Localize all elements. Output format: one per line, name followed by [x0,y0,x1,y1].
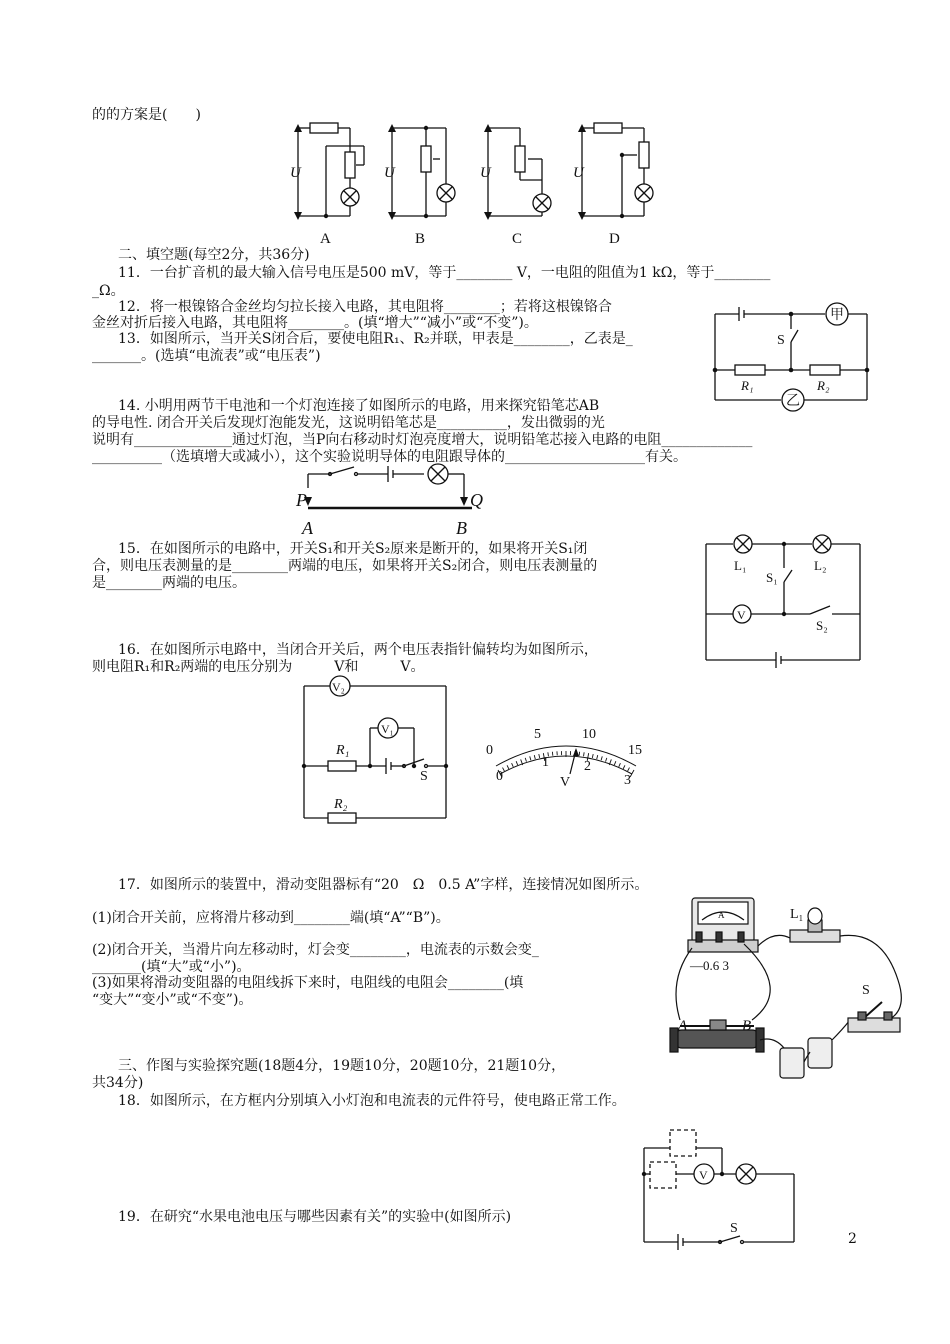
q16-line2: 则电阻R₁和R₂两端的电压分别为 V和 V。 [92,659,425,675]
meter-upper-10: 10 [582,727,596,742]
meter-upper-5: 5 [534,727,541,742]
q18-line1: 18．如图所示，在方框内分别填入小灯泡和电流表的元件符号，使电路正常工作。 [118,1093,626,1109]
q15-l1: L₁ [734,558,747,573]
meter-upper-0: 0 [486,743,493,758]
q10-circuit-options [280,118,680,250]
q13-s: S [777,333,785,348]
q11-line2: _Ω。 [92,283,125,299]
q14-a: A [302,518,313,538]
option-label-a: A [320,231,331,247]
meter-tick [592,754,593,758]
section2-heading: 二、填空题(每空2分，共36分) [118,247,310,263]
option-label-b: B [415,231,426,247]
meter-lower-0: 0 [496,769,503,784]
q13-yi: 乙 [786,394,800,409]
q14-p: P [296,490,307,510]
meter-lower-3: 3 [624,773,631,788]
q11-line1: 11．一台扩音机的最大输入信号电压是500 mV，等于________ V，一电阻的阻值为1 kΩ，等于________ [118,265,771,281]
option-label-d: D [609,231,620,247]
q16-circuit [296,672,456,824]
meter-tick [628,768,630,772]
q16-r2: R₂ [334,797,348,812]
q15-line3: 是________两端的电压。 [92,575,246,591]
q15-line2: 合，则电压表测量的是________两端的电压，如果将开关S₂闭合，则电压表测量的 [92,558,598,574]
q13-figure [705,302,875,414]
q10-u-label: U [290,165,301,181]
q17-b: B [742,1018,752,1034]
q15-s2: S₂ [816,618,828,633]
meter-tick [584,752,585,756]
q15-l2: L₂ [814,558,827,573]
section3-line2: 共34分) [92,1075,144,1091]
meter-tick [507,765,509,769]
q16-r1: R₁ [336,743,350,758]
q14-line2: 的导电性. 闭合开关后发现灯泡能发光，这说明铅笔芯是__________，发出微弱的光 [92,415,605,431]
q16-v1: V₁ [381,722,394,736]
meter-upper-15: 15 [628,743,642,758]
q10-u-label: U [384,165,395,181]
q17-line1: 17．如图所示的装置中，滑动变阻器标有“20 Ω 0.5 A”字样，连接情况如图所示。 [118,877,649,893]
q17-s: S [862,983,870,998]
q13-line1: 13．如图所示，当开关S闭合后，要使电阻R₁、R₂并联，甲表是________，乙表是_ [118,331,633,347]
meter-lower-2: 2 [584,759,591,774]
q18-figure [636,1124,804,1254]
q14-line1: 14. 小明用两节干电池和一个灯泡连接了如图所示的电路，用来探究铅笔芯AB [118,398,600,414]
q10-u-label: U [480,165,491,181]
q16-s: S [420,769,428,784]
q17-terminals: —0.6 3 [690,958,729,973]
q14-b: B [456,518,467,538]
q12-line1: 12．将一根镍铬合金丝均匀拉长接入电路，其电阻将________；若将这根镍铬合 [118,299,612,315]
meter-tick [516,761,518,765]
q12-line2: 金丝对折后接入电路，其电阻将________。(填“增大”“减小”或“不变”)。 [92,315,538,331]
meter-tick [530,756,531,760]
q17-sub1: (1)闭合开关前，应将滑片移动到________端(填“A”“B”)。 [92,910,450,926]
q17-sub2a: (2)闭合开关，当滑片向左移动时，灯会变________，电流表的示数会变_ [92,942,539,958]
q15-figure [700,530,870,670]
q14-q: Q [470,490,483,510]
q16-line1: 16．在如图所示电路中，当闭合开关后，两个电压表指针偏转均为如图所示， [118,642,598,658]
meter-tick [623,765,625,769]
q17-sub2b: _______(填“大”或“小”)。 [92,959,251,975]
page-number: 2 [848,1231,857,1247]
meter-lower-1: 1 [542,755,549,770]
q17-sub3a: (3)如果将滑动变阻器的电阻线拆下来时，电阻线的电阻会________(填 [92,975,524,991]
meter-tick [606,758,607,762]
meter-tick [534,755,535,759]
option-label-c: C [512,231,523,247]
q17-sub3b: “变大”“变小”或“不变”)。 [92,992,253,1008]
q14-figure [292,462,502,544]
q17-ammeter-glyph: A [718,910,725,920]
q16-v2: V₂ [332,680,345,694]
q17-l1: L₁ [790,907,804,922]
q10-tail: 的的方案是( ) [92,107,201,123]
q18-s: S [730,1221,738,1236]
meter-tick [597,755,598,759]
q13-jia: 甲 [830,308,844,323]
q19-line1: 19．在研究“水果电池电压与哪些因素有关”的实验中(如图所示) [118,1209,512,1225]
q16-voltmeter-dial [478,722,658,792]
q14-line3: 说明有______________通过灯泡，当P向右移动时灯泡亮度增大，说明铅笔芯接入电路的电阻_____________ [92,432,753,448]
meter-tick [601,756,602,760]
q17-apparatus [662,890,912,1090]
q10-u-label: U [573,165,584,181]
q18-v: V [699,1168,708,1182]
meter-tick [512,763,514,767]
meter-tick [619,763,621,767]
meter-unit-v: V [560,775,571,790]
section3-line1: 三、作图与实验探究题(18题4分，19题10分，20题10分，21题10分， [118,1058,566,1074]
q13-line2: _______。(选填“电流表”或“电压表”) [92,348,321,364]
q15-line1: 15．在如图所示的电路中，开关S₁和开关S₂原来是断开的，如果将开关S₁闭 [118,541,588,557]
q15-v: V [737,608,746,622]
meter-tick [525,758,526,762]
q14-line4: __________（选填增大或减小），这个实验说明导体的电阻跟导体的____________________有关。 [92,449,687,465]
q17-a: A [678,1018,688,1034]
q15-s1: S₁ [766,570,778,585]
q13-r1: R₁ [741,378,754,393]
q13-r2: R₂ [817,378,830,393]
meter-tick [614,761,616,765]
meter-tick [539,754,540,758]
